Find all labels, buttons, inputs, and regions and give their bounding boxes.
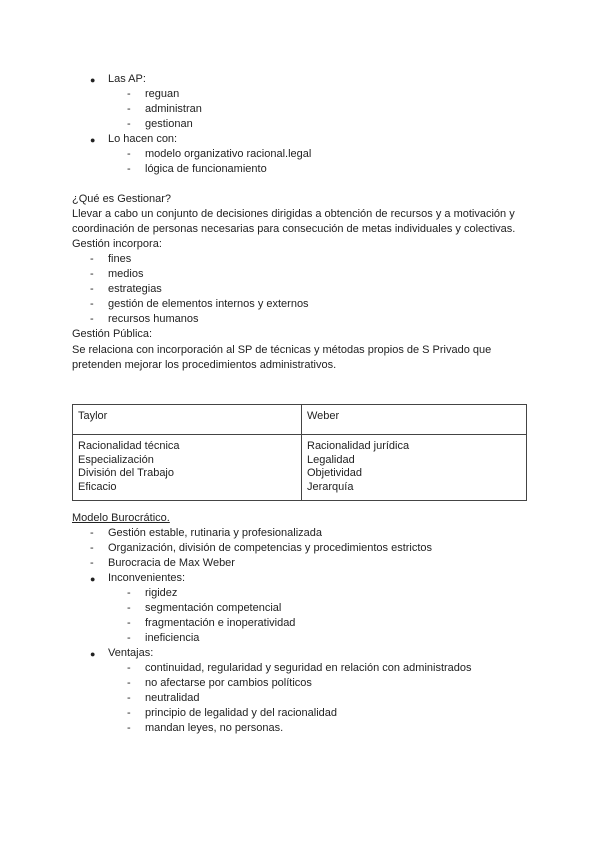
table-cell-line: División del Trabajo bbox=[78, 467, 174, 479]
dash-icon: - bbox=[127, 722, 131, 734]
table-header-taylor: Taylor bbox=[73, 405, 302, 435]
dash-icon: - bbox=[90, 283, 94, 295]
dash-icon: - bbox=[127, 88, 131, 100]
dash-icon: - bbox=[127, 617, 131, 629]
table-cell-weber bbox=[302, 435, 527, 501]
dash-icon: - bbox=[127, 662, 131, 674]
list-item: Gestión estable, rutinaria y profesionalizada bbox=[108, 527, 323, 539]
dash-icon: - bbox=[127, 632, 131, 644]
list-item: Inconvenientes: bbox=[108, 572, 186, 584]
list-item: mandan leyes, no personas. bbox=[145, 722, 284, 734]
dash-icon: - bbox=[127, 707, 131, 719]
list-item: Lo hacen con: bbox=[108, 133, 178, 145]
list-item: rigidez bbox=[145, 587, 178, 599]
list-item: no afectarse por cambios políticos bbox=[145, 677, 312, 689]
bullet-icon: ● bbox=[90, 649, 96, 659]
table-cell-line: Jerarquía bbox=[307, 480, 354, 493]
list-item: lógica de funcionamiento bbox=[145, 163, 267, 175]
list-item: principio de legalidad y del racionalidad bbox=[145, 707, 338, 719]
table-row bbox=[73, 435, 527, 501]
comparison-table bbox=[72, 404, 527, 501]
table-cell-line: Racionalidad técnica bbox=[78, 440, 180, 452]
dash-icon: - bbox=[127, 677, 131, 689]
table-cell-taylor bbox=[73, 435, 302, 501]
bullet-icon: ● bbox=[90, 574, 96, 584]
dash-icon: - bbox=[90, 527, 94, 539]
list-item: recursos humanos bbox=[108, 313, 199, 325]
dash-icon: - bbox=[127, 163, 131, 175]
list-item: gestión de elementos internos y externos bbox=[108, 298, 309, 310]
list-item: continuidad, regularidad y seguridad en relación con administrados bbox=[145, 662, 472, 674]
table-header-row bbox=[73, 405, 527, 435]
list-item: fragmentación e inoperatividad bbox=[145, 617, 296, 629]
list-item: medios bbox=[108, 268, 144, 280]
list-item: Ventajas: bbox=[108, 647, 154, 659]
list-item: estrategias bbox=[108, 283, 162, 295]
list-item: segmentación competencial bbox=[145, 602, 282, 614]
table-cell-line: Racionalidad jurídica bbox=[307, 440, 410, 452]
paragraph-line: Se relaciona con incorporación al SP de técnicas y métodas propios de S Privado que bbox=[72, 344, 492, 356]
dash-icon: - bbox=[90, 268, 94, 280]
list-item: neutralidad bbox=[145, 692, 200, 704]
list-item: administran bbox=[145, 103, 202, 115]
dash-icon: - bbox=[90, 557, 94, 569]
label-line: Gestión Pública: bbox=[72, 328, 153, 340]
dash-icon: - bbox=[127, 587, 131, 599]
dash-icon: - bbox=[90, 298, 94, 310]
paragraph-line: coordinación de personas necesarias para consecución de metas individuales y colectivas. bbox=[72, 223, 516, 235]
question-heading: ¿Qué es Gestionar? bbox=[72, 193, 172, 205]
list-item: Organización, división de competencias y procedimientos estrictos bbox=[108, 542, 433, 554]
table-cell-line: Eficacio bbox=[78, 480, 117, 493]
table-cell-line: Objetividad bbox=[307, 467, 363, 479]
dash-icon: - bbox=[90, 313, 94, 325]
dash-icon: - bbox=[90, 253, 94, 265]
list-item: fines bbox=[108, 253, 132, 265]
bullet-icon: ● bbox=[90, 75, 96, 85]
section-title: Modelo Burocrático. bbox=[72, 512, 170, 524]
table-header-weber: Weber bbox=[302, 405, 527, 435]
paragraph-line: Llevar a cabo un conjunto de decisiones dirigidas a obtención de recursos y a motivación y bbox=[72, 208, 515, 220]
dash-icon: - bbox=[127, 602, 131, 614]
list-item: gestionan bbox=[145, 118, 193, 130]
dash-icon: - bbox=[127, 148, 131, 160]
dash-icon: - bbox=[127, 692, 131, 704]
table-cell-line: Legalidad bbox=[307, 453, 355, 466]
dash-icon: - bbox=[127, 118, 131, 130]
list-item: reguan bbox=[145, 88, 180, 100]
dash-icon: - bbox=[90, 542, 94, 554]
list-item: Las AP: bbox=[108, 73, 146, 85]
label-line: Gestión incorpora: bbox=[72, 238, 162, 250]
list-item: modelo organizativo racional.legal bbox=[145, 148, 312, 160]
bullet-icon: ● bbox=[90, 135, 96, 145]
dash-icon: - bbox=[127, 103, 131, 115]
table-cell-line: Especialización bbox=[78, 453, 154, 466]
list-item: ineficiencia bbox=[145, 632, 200, 644]
paragraph-line: pretenden mejorar los procedimientos administrativos. bbox=[72, 359, 337, 371]
list-item: Burocracia de Max Weber bbox=[108, 557, 235, 569]
